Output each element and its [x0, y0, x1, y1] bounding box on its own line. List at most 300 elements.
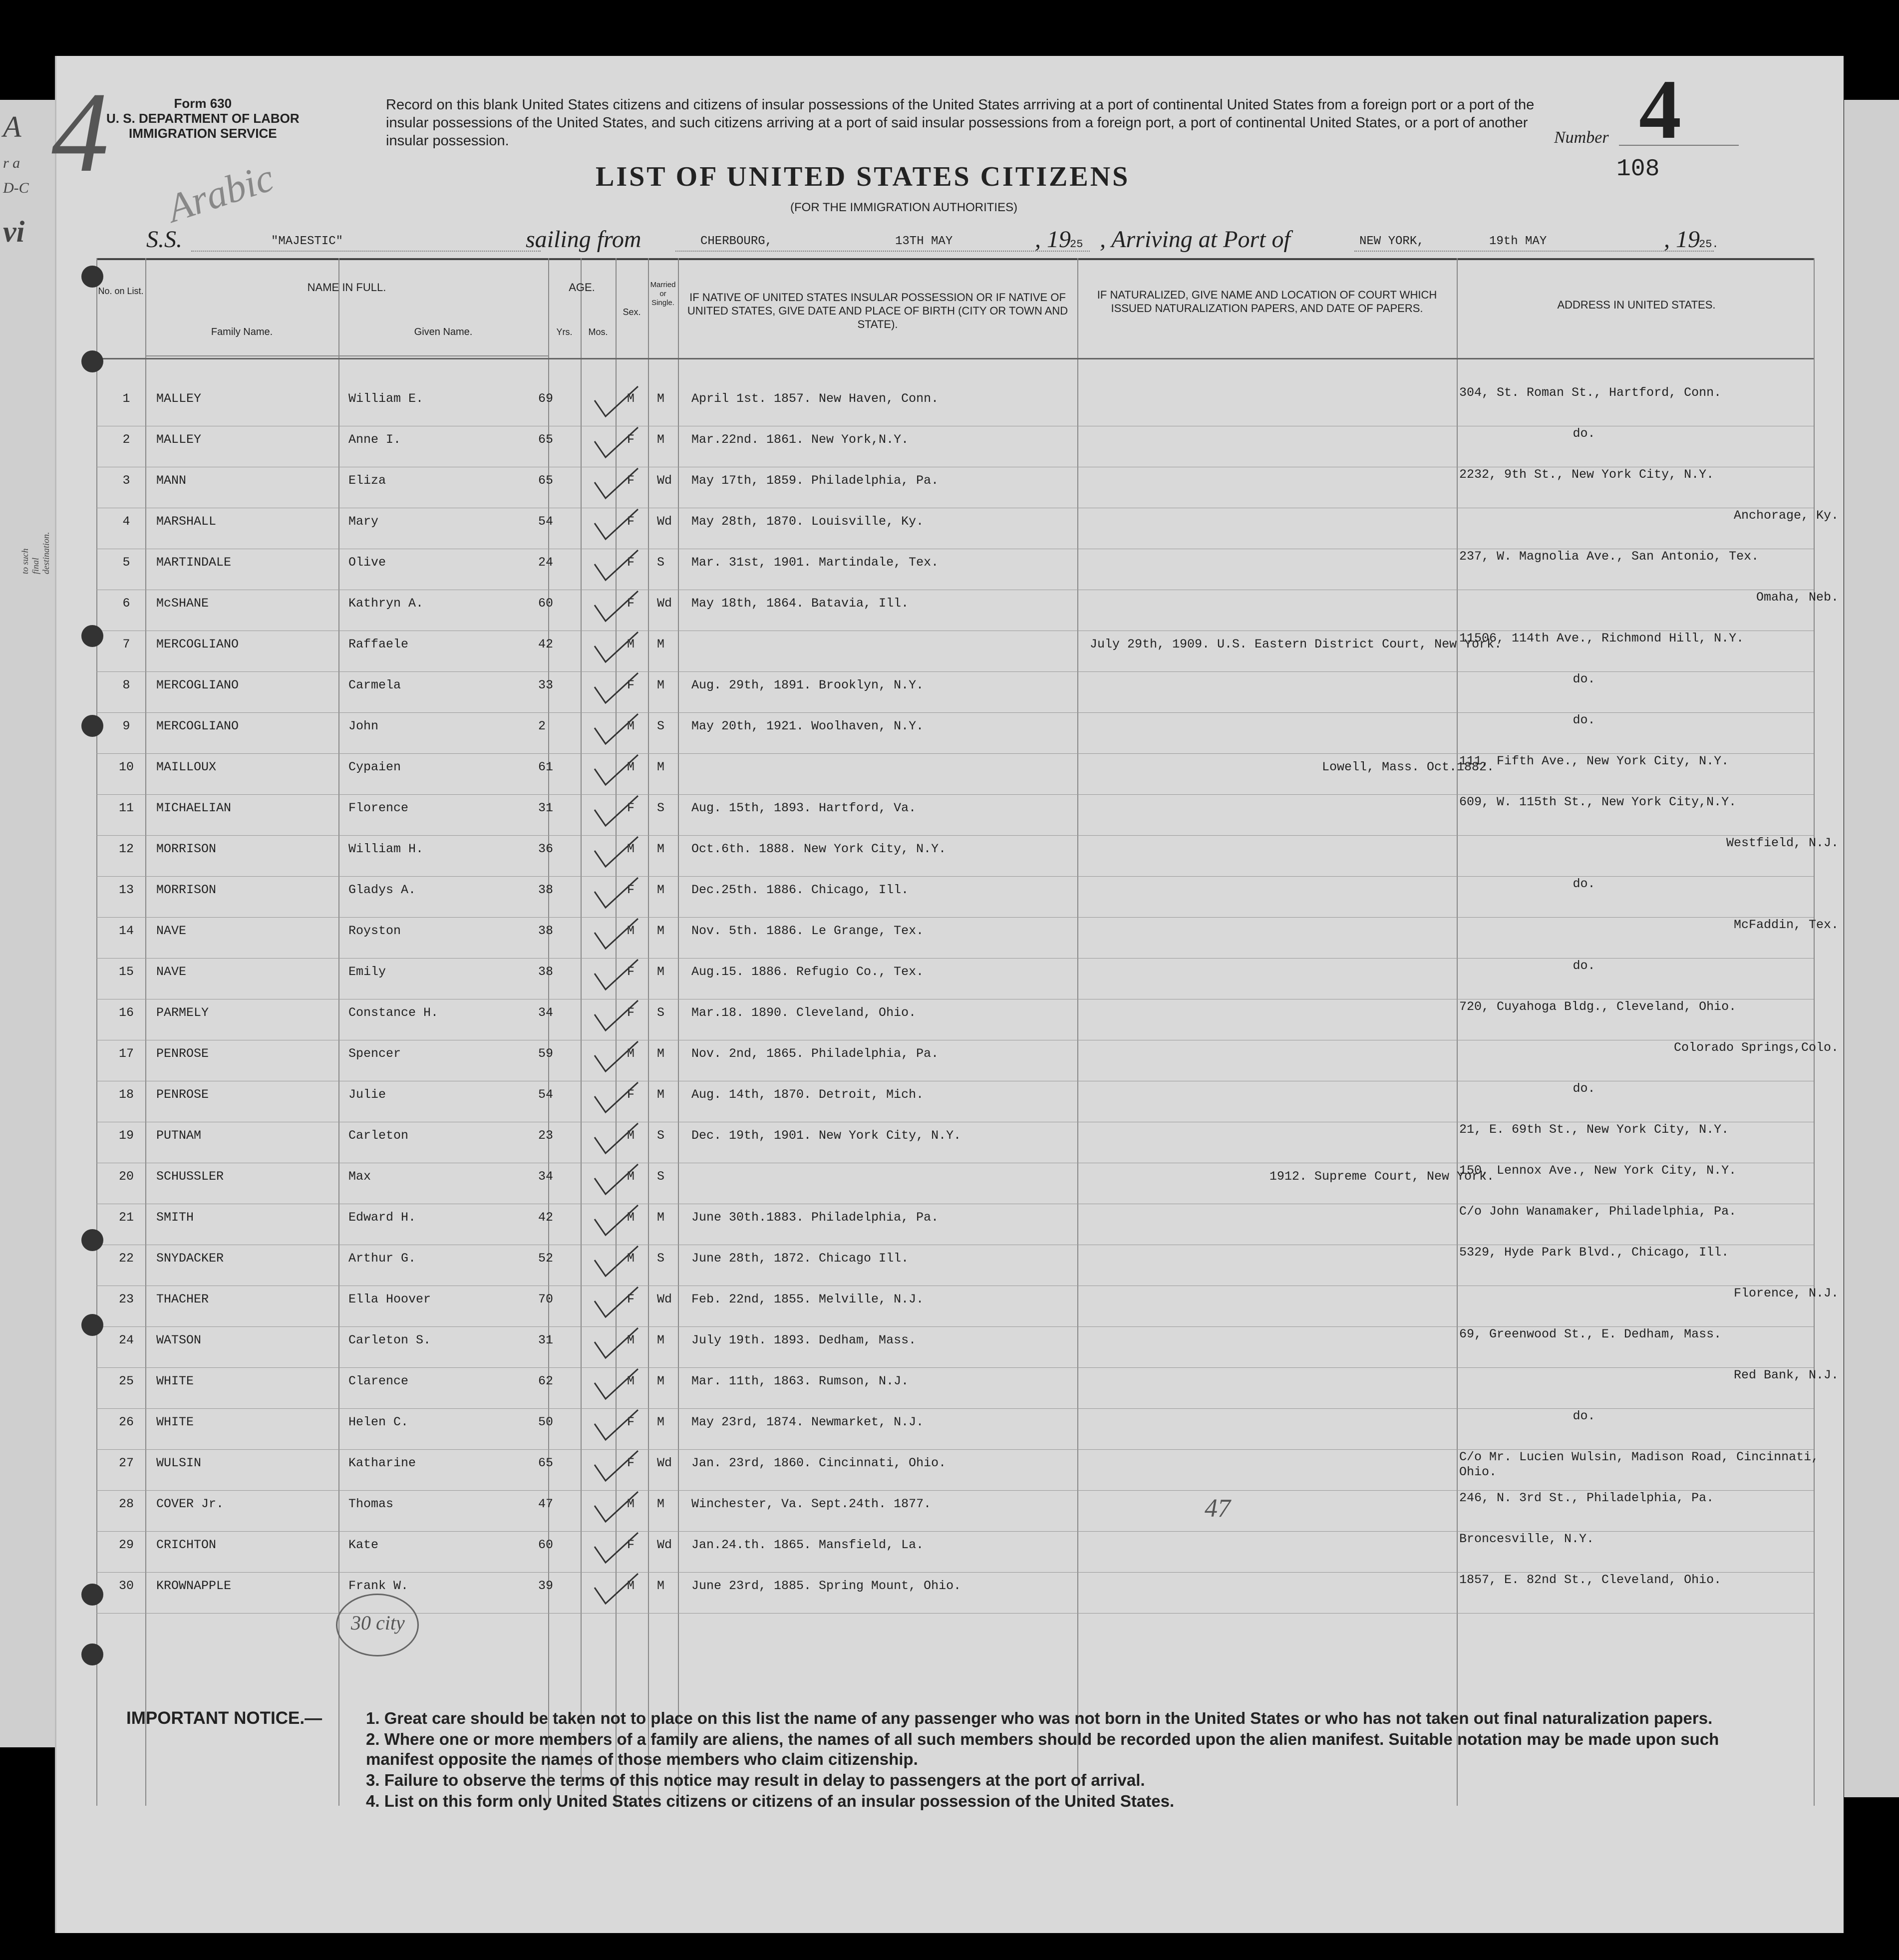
list-number: 4 [1639, 62, 1681, 156]
year-suffix-1: 25 [1070, 238, 1083, 251]
edge-text: r a [3, 155, 20, 171]
table-row [56, 795, 1844, 836]
family-name: MALLEY [156, 432, 202, 447]
header-married: Married or Single. [650, 281, 676, 307]
marital-status: M [657, 1087, 665, 1102]
birth-info: Dec. 19th, 1901. New York City, N.Y. [691, 1128, 961, 1143]
header-mos: Mos. [588, 327, 608, 337]
birth-info: July 19th. 1893. Dedham, Mass. [691, 1333, 917, 1347]
marital-status: M [657, 678, 665, 692]
form-identifier [106, 96, 300, 141]
header-no: No. on List. [98, 286, 144, 296]
birth-info: May 18th, 1864. Batavia, Ill. [691, 596, 909, 611]
sex: F [627, 1005, 635, 1020]
sex: M [627, 1251, 635, 1266]
table-row [56, 1573, 1844, 1614]
port-from: CHERBOURG, [700, 235, 773, 248]
family-name: MAILLOUX [156, 760, 217, 774]
marital-status: M [657, 637, 665, 652]
given-name: Thomas [348, 1497, 394, 1511]
row-number: 21 [118, 1210, 134, 1225]
date-to: 19th MAY [1489, 235, 1547, 248]
address: 246, N. 3rd St., Philadelphia, Pa. [1459, 1491, 1714, 1505]
row-number: 18 [118, 1087, 134, 1102]
age-years: 38 [538, 924, 554, 938]
marital-status: M [657, 1579, 665, 1593]
age-years: 65 [538, 1456, 554, 1470]
marital-status: S [657, 1005, 665, 1020]
family-name: MERCOGLIANO [156, 719, 239, 733]
year-prefix-1: , 19 [1035, 226, 1071, 253]
family-name: PENROSE [156, 1046, 209, 1061]
birth-info: May 17th, 1859. Philadelphia, Pa. [691, 473, 939, 488]
punch-hole [81, 266, 103, 288]
row-number: 5 [122, 555, 130, 570]
birth-info: May 28th, 1870. Louisville, Ky. [691, 514, 924, 529]
sex: F [627, 965, 635, 979]
table-row [56, 1081, 1844, 1122]
year-suffix-2: 25. [1699, 238, 1719, 251]
marital-status: S [657, 555, 665, 570]
given-name: Anne I. [348, 432, 401, 447]
table-row [56, 508, 1844, 549]
family-name: MICHAELIAN [156, 801, 232, 815]
given-name: Carleton [348, 1128, 409, 1143]
birth-info: Dec.25th. 1886. Chicago, Ill. [691, 883, 909, 897]
birth-info: Oct.6th. 1888. New York City, N.Y. [691, 842, 947, 856]
age-years: 42 [538, 637, 554, 652]
notice-item: 2. Where one or more members of a family are aliens, the names of all such members should be recorded upon the alien manifest. Suitable notation may be made upon such manifest opposite the names of those members who claim citizenship. [366, 1730, 1719, 1768]
header-yrs: Yrs. [556, 327, 573, 337]
family-name: WHITE [156, 1374, 194, 1388]
row-number: 1 [122, 391, 130, 406]
naturalization-info: July 29th, 1909. U.S. Eastern District Court, New York. [1090, 637, 1502, 652]
given-name: Raffaele [348, 637, 409, 652]
address: do. [1573, 713, 1595, 727]
adjacent-page-left [0, 100, 55, 1747]
age-years: 60 [538, 596, 554, 611]
family-name: SNYDACKER [156, 1251, 224, 1266]
check-mark [591, 1286, 640, 1321]
sex: M [627, 391, 635, 406]
marital-status: M [657, 1374, 665, 1388]
family-name: NAVE [156, 924, 187, 938]
given-name: Julie [348, 1087, 386, 1102]
sex: F [627, 432, 635, 447]
given-name: Max [348, 1169, 371, 1184]
address: 5329, Hyde Park Blvd., Chicago, Ill. [1459, 1245, 1729, 1260]
sex: F [627, 1087, 635, 1102]
check-mark [591, 1573, 640, 1608]
table-row [56, 1040, 1844, 1081]
header-rule [145, 355, 548, 356]
sex: F [627, 801, 635, 815]
check-mark [591, 1327, 640, 1362]
birth-info: June 30th.1883. Philadelphia, Pa. [691, 1210, 939, 1225]
address: 2232, 9th St., New York City, N.Y. [1459, 467, 1714, 482]
header-name-in-full: NAME IN FULL. [307, 281, 386, 294]
address: do. [1573, 1409, 1595, 1423]
punch-hole [81, 1584, 103, 1606]
address: McFaddin, Tex. [1733, 918, 1839, 932]
port-dotline [675, 251, 1090, 252]
check-mark [591, 631, 640, 666]
header-sex: Sex. [623, 307, 641, 317]
given-name: Frank W. [348, 1579, 409, 1593]
check-mark [591, 1163, 640, 1198]
number-label: Number [1554, 128, 1609, 147]
age-years: 34 [538, 1169, 554, 1184]
birth-info: Mar. 31st, 1901. Martindale, Tex. [691, 555, 939, 570]
birth-info: June 28th, 1872. Chicago Ill. [691, 1251, 909, 1266]
sex: F [627, 596, 635, 611]
header-naturalized: IF NATURALIZED, GIVE NAME AND LOCATION OF COURT WHICH ISSUED NATURALIZATION PAPERS, AND DATE OF PAPERS. [1097, 289, 1437, 315]
table-row [56, 754, 1844, 795]
birth-info: Feb. 22nd, 1855. Melville, N.J. [691, 1292, 924, 1307]
given-name: Gladys A. [348, 883, 416, 897]
marital-status: Wd [657, 473, 672, 488]
marital-status: M [657, 1497, 665, 1511]
family-name: PARMELY [156, 1005, 209, 1020]
check-mark [591, 1081, 640, 1116]
age-years: 47 [538, 1497, 554, 1511]
age-years: 2 [538, 719, 546, 733]
notice-items [366, 1708, 1774, 1812]
check-mark [591, 795, 640, 830]
marital-status: Wd [657, 1538, 672, 1552]
port-to: NEW YORK, [1359, 235, 1424, 248]
sex: M [627, 842, 635, 856]
check-mark [591, 959, 640, 993]
sex: F [627, 678, 635, 692]
family-name: KROWNAPPLE [156, 1579, 232, 1593]
check-mark [591, 590, 640, 625]
birth-info: Aug.15. 1886. Refugio Co., Tex. [691, 965, 924, 979]
birth-info: Mar.18. 1890. Cleveland, Ohio. [691, 1005, 917, 1020]
table-row [56, 713, 1844, 754]
page-note: 47 [1205, 1494, 1231, 1523]
marital-status: M [657, 924, 665, 938]
check-mark [591, 1245, 640, 1280]
check-mark [591, 1450, 640, 1485]
address: 720, Cuyahoga Bldg., Cleveland, Ohio. [1459, 999, 1737, 1014]
sex: M [627, 760, 635, 774]
address: Omaha, Neb. [1756, 590, 1839, 605]
sex: M [627, 1374, 635, 1388]
age-years: 31 [538, 1333, 554, 1347]
age-years: 62 [538, 1374, 554, 1388]
family-name: MERCOGLIANO [156, 678, 239, 692]
address: 237, W. Magnolia Ave., San Antonio, Tex. [1459, 549, 1759, 564]
row-number: 16 [118, 1005, 134, 1020]
family-name: WHITE [156, 1415, 194, 1429]
row-number: 20 [118, 1169, 134, 1184]
birth-info: Winchester, Va. Sept.24th. 1877. [691, 1497, 932, 1511]
header-age: AGE. [569, 281, 595, 294]
marital-status: Wd [657, 1456, 672, 1470]
marital-status: M [657, 1333, 665, 1347]
family-name: MARSHALL [156, 514, 217, 529]
age-years: 60 [538, 1538, 554, 1552]
marital-status: M [657, 965, 665, 979]
marital-status: Wd [657, 514, 672, 529]
manifest-sheet [51, 56, 1844, 1933]
sex: F [627, 473, 635, 488]
marital-status: M [657, 1210, 665, 1225]
age-years: 38 [538, 965, 554, 979]
address: do. [1573, 877, 1595, 891]
address: C/o John Wanamaker, Philadelphia, Pa. [1459, 1204, 1737, 1219]
birth-info: Aug. 15th, 1893. Hartford, Va. [691, 801, 917, 815]
check-mark [591, 713, 640, 748]
sex: M [627, 1497, 635, 1511]
given-name: William H. [348, 842, 424, 856]
birth-info: Nov. 2nd, 1865. Philadelphia, Pa. [691, 1046, 939, 1061]
check-mark [591, 1409, 640, 1444]
table-row [56, 672, 1844, 713]
given-name: Arthur G. [348, 1251, 416, 1266]
family-name: MERCOGLIANO [156, 637, 239, 652]
given-name: Constance H. [348, 1005, 439, 1020]
notice-heading: IMPORTANT NOTICE.— [126, 1708, 322, 1728]
birth-info: May 23rd, 1874. Newmarket, N.J. [691, 1415, 924, 1429]
sailing-label: sailing from [526, 226, 641, 253]
given-name: Ella Hoover [348, 1292, 431, 1307]
family-name: SCHUSSLER [156, 1169, 224, 1184]
family-name: MORRISON [156, 883, 217, 897]
marital-status: M [657, 842, 665, 856]
check-mark [591, 672, 640, 707]
table-row [56, 1491, 1844, 1532]
check-mark [591, 754, 640, 789]
given-name: Emily [348, 965, 386, 979]
age-years: 50 [538, 1415, 554, 1429]
row-number: 27 [118, 1456, 134, 1470]
sex: F [627, 1292, 635, 1307]
table-row [56, 999, 1844, 1040]
family-name: COVER Jr. [156, 1497, 224, 1511]
address: Westfield, N.J. [1726, 836, 1839, 850]
address: 11506, 114th Ave., Richmond Hill, N.Y. [1459, 631, 1744, 646]
page-title: LIST OF UNITED STATES CITIZENS [596, 161, 1130, 192]
given-name: Kate [348, 1538, 379, 1552]
birth-info: Aug. 14th, 1870. Detroit, Mich. [691, 1087, 924, 1102]
table-row [56, 959, 1844, 999]
marital-status: S [657, 1169, 665, 1184]
table-row [56, 1532, 1844, 1573]
row-number: 25 [118, 1374, 134, 1388]
marital-status: M [657, 1046, 665, 1061]
sex: F [627, 1456, 635, 1470]
address: do. [1573, 959, 1595, 973]
table-row [56, 590, 1844, 631]
address: C/o Mr. Lucien Wulsin, Madison Road, Cincinnati, Ohio. [1459, 1450, 1819, 1479]
row-number: 7 [122, 637, 130, 652]
age-years: 34 [538, 1005, 554, 1020]
punch-hole [81, 715, 103, 737]
address: Anchorage, Ky. [1733, 508, 1839, 523]
age-years: 33 [538, 678, 554, 692]
header-birth: IF NATIVE OF UNITED STATES INSULAR POSSESSION OR IF NATIVE OF UNITED STATES, GIVE DATE AND PLACE OF BIRTH (CITY OR TOWN AND STATE). [687, 291, 1068, 330]
notice-item: 1. Great care should be taken not to place on this list the name of any passenger who was not born in the United States or who has not taken out final naturalization papers. [366, 1709, 1713, 1727]
age-years: 69 [538, 391, 554, 406]
family-name: NAVE [156, 965, 187, 979]
check-mark [591, 426, 640, 461]
marital-status: M [657, 432, 665, 447]
naturalization-info: Lowell, Mass. Oct.1882. [1321, 760, 1494, 774]
arrival-dotline [1354, 251, 1714, 252]
row-number: 28 [118, 1497, 134, 1511]
given-name: Florence [348, 801, 409, 815]
table-row [56, 1327, 1844, 1368]
year-prefix-2: , 19 [1664, 226, 1700, 253]
sex: M [627, 637, 635, 652]
header-family-name: Family Name. [211, 327, 273, 337]
row-number: 13 [118, 883, 134, 897]
address: Red Bank, N.J. [1733, 1368, 1839, 1382]
birth-info: Aug. 29th, 1891. Brooklyn, N.Y. [691, 678, 924, 692]
given-name: Carleton S. [348, 1333, 431, 1347]
age-years: 38 [538, 883, 554, 897]
marital-status: S [657, 1128, 665, 1143]
table-row [56, 877, 1844, 918]
notice-item: 4. List on this form only United States citizens or citizens of an insular possession of the United States. [366, 1792, 1175, 1810]
given-name: Edward H. [348, 1210, 416, 1225]
row-number: 26 [118, 1415, 134, 1429]
intro-text: Record on this blank United States citizens and citizens of insular possessions of the United States arrriving at a port of continental United States from a foreign port or a port of the insular possessions of the United States, and such citizens arriving at a port of said insular possessions from a foreign port, a port of continental United States, or a port of another insular possession. [386, 97, 1535, 149]
marital-status: M [657, 391, 665, 406]
given-name: Katharine [348, 1456, 416, 1470]
check-mark [591, 836, 640, 871]
address: Broncesville, N.Y. [1459, 1532, 1594, 1546]
marital-status: M [657, 1415, 665, 1429]
address: 111, Fifth Ave., New York City, N.Y. [1459, 754, 1729, 768]
table-row [56, 426, 1844, 467]
family-name: McSHANE [156, 596, 209, 611]
family-name: MARTINDALE [156, 555, 232, 570]
marital-status: M [657, 883, 665, 897]
row-number: 10 [118, 760, 134, 774]
table-row [56, 1450, 1844, 1491]
sex: M [627, 1333, 635, 1347]
row-number: 29 [118, 1538, 134, 1552]
age-years: 23 [538, 1128, 554, 1143]
given-name: Mary [348, 514, 379, 529]
age-years: 31 [538, 801, 554, 815]
birth-info: June 23rd, 1885. Spring Mount, Ohio. [691, 1579, 961, 1593]
age-years: 65 [538, 473, 554, 488]
header-given-name: Given Name. [414, 327, 473, 337]
sex: M [627, 1169, 635, 1184]
row-number: 3 [122, 473, 130, 488]
age-years: 39 [538, 1579, 554, 1593]
address: 69, Greenwood St., E. Dedham, Mass. [1459, 1327, 1722, 1341]
table-row [56, 467, 1844, 508]
row-number: 8 [122, 678, 130, 692]
naturalization-info: 1912. Supreme Court, New York. [1269, 1169, 1494, 1184]
row-number: 24 [118, 1333, 134, 1347]
given-name: Helen C. [348, 1415, 409, 1429]
ss-label: S.S. [146, 226, 182, 253]
check-mark [591, 1122, 640, 1157]
sex: F [627, 1538, 635, 1552]
given-name: John [348, 719, 379, 733]
punch-hole [81, 1314, 103, 1336]
given-name: William E. [348, 391, 424, 406]
edge-text: vi [3, 215, 25, 248]
table-row [56, 385, 1844, 426]
age-years: 52 [538, 1251, 554, 1266]
adjacent-page-right [1844, 100, 1899, 1797]
table-row [56, 1286, 1844, 1327]
row-number: 12 [118, 842, 134, 856]
sex: M [627, 1128, 635, 1143]
table-row [56, 631, 1844, 672]
row-number: 17 [118, 1046, 134, 1061]
row-number: 4 [122, 514, 130, 529]
birth-info: Jan.24.th. 1865. Mansfield, La. [691, 1538, 924, 1552]
family-name: MORRISON [156, 842, 217, 856]
check-mark [591, 549, 640, 584]
marital-status: S [657, 801, 665, 815]
check-mark [591, 1532, 640, 1567]
age-years: 54 [538, 1087, 554, 1102]
sex: F [627, 514, 635, 529]
given-name: Kathryn A. [348, 596, 424, 611]
form-number: Form 630 [174, 96, 232, 111]
sex: M [627, 924, 635, 938]
check-mark [591, 1491, 640, 1526]
row-number: 22 [118, 1251, 134, 1266]
given-name: Spencer [348, 1046, 401, 1061]
row-number: 23 [118, 1292, 134, 1307]
given-name: Clarence [348, 1374, 409, 1388]
header-bottom-rule [96, 358, 1814, 359]
service: IMMIGRATION SERVICE [129, 126, 277, 141]
marital-status: S [657, 1251, 665, 1266]
address: do. [1573, 426, 1595, 441]
family-name: MANN [156, 473, 187, 488]
address: Colorado Springs,Colo. [1673, 1040, 1839, 1055]
ship-name: "MAJESTIC" [271, 235, 343, 248]
check-mark [591, 467, 640, 502]
table-top-rule [96, 258, 1814, 260]
birth-info: Jan. 23rd, 1860. Cincinnati, Ohio. [691, 1456, 947, 1470]
arriving-label: , Arriving at Port of [1100, 226, 1290, 253]
punch-hole [81, 625, 103, 647]
marital-status: S [657, 719, 665, 733]
table-row [56, 1368, 1844, 1409]
age-years: 24 [538, 555, 554, 570]
check-mark [591, 877, 640, 912]
edge-letter: A [3, 110, 21, 143]
address: Florence, N.J. [1733, 1286, 1839, 1301]
handwritten-name: Arabic [162, 155, 279, 231]
date-from: 13TH MAY [895, 235, 953, 248]
age-years: 61 [538, 760, 554, 774]
page-subtitle: (FOR THE IMMIGRATION AUTHORITIES) [790, 201, 1018, 214]
table-row [56, 1163, 1844, 1204]
sex: F [627, 883, 635, 897]
table-row [56, 1122, 1844, 1163]
count-note: 30 city [351, 1612, 405, 1634]
row-number: 15 [118, 965, 134, 979]
row-number: 11 [118, 801, 134, 815]
marital-status: M [657, 760, 665, 774]
age-years: 54 [538, 514, 554, 529]
row-number: 14 [118, 924, 134, 938]
family-name: MALLEY [156, 391, 202, 406]
